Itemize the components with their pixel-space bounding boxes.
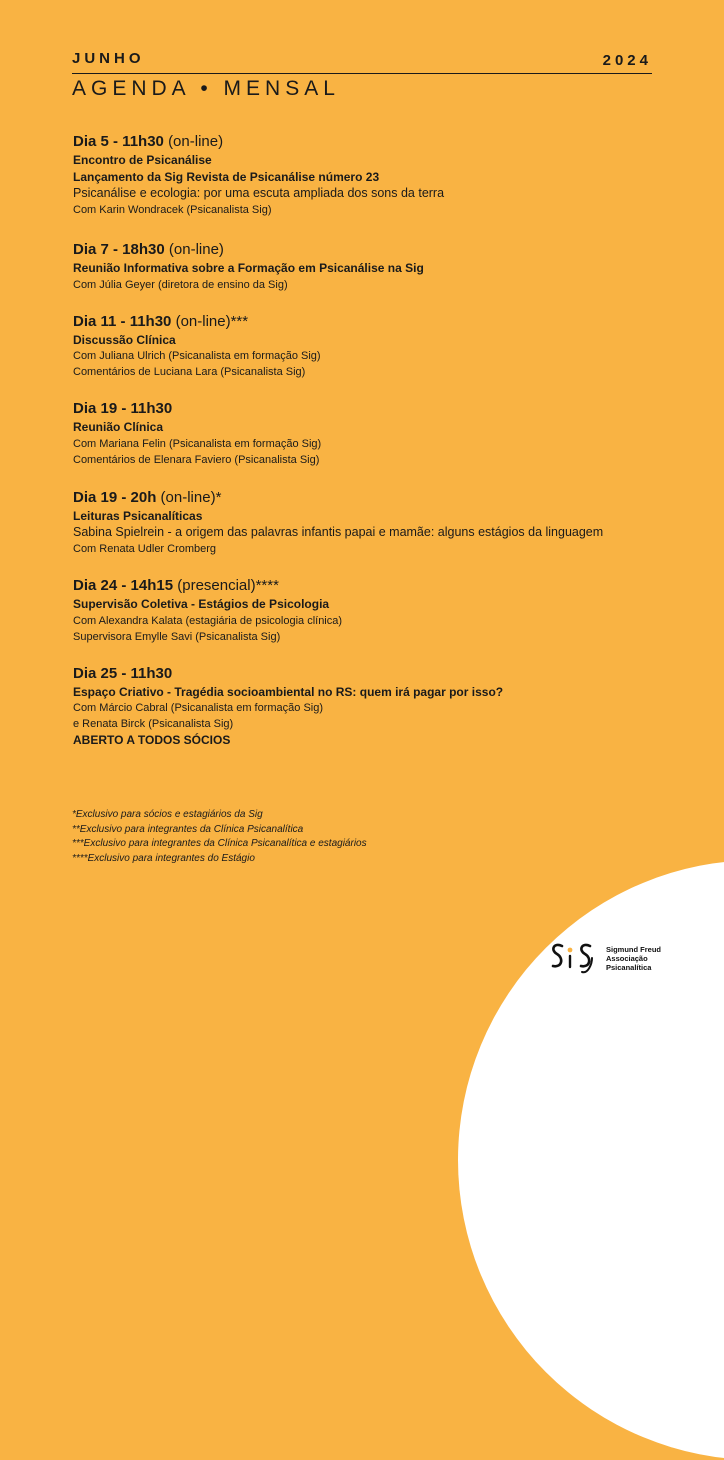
event-detail-line: Com Mariana Felin (Psicanalista em formação Sig) — [73, 437, 322, 450]
event-detail-line: Encontro de Psicanálise — [73, 153, 212, 167]
footnote-line: ***Exclusivo para integrantes da Clínica Psicanalítica e estagiários — [72, 838, 367, 849]
event-mode: (on-line) — [168, 241, 224, 258]
event-mode: (on-line)* — [160, 488, 222, 506]
event-detail-line: Comentários de Elenara Faviero (Psicanalista Sig) — [73, 453, 320, 466]
event-mode: (on-line)*** — [175, 312, 249, 330]
event-date-line — [73, 240, 663, 260]
event-item — [73, 240, 663, 293]
event-item — [73, 132, 663, 218]
event-detail-line: Discussão Clínica — [73, 332, 176, 347]
event-detail-line: Com Karin Wondracek (Psicanalista Sig) — [73, 204, 272, 216]
event-date: Dia 25 - 11h30 — [73, 664, 173, 682]
event-detail-line: Supervisão Coletiva - Estágios de Psicologia — [73, 597, 330, 611]
event-detail-line: Supervisora Emylle Savi (Psicanalista Sig) — [73, 630, 281, 643]
event-date-line — [73, 312, 663, 332]
event-date: Dia 7 - 18h30 — [73, 241, 165, 258]
event-date-line — [73, 488, 663, 508]
event-detail-line: Com Júlia Geyer (diretora de ensino da Sig) — [73, 278, 288, 291]
event-date: Dia 24 - 14h15 — [73, 577, 174, 594]
footnotes — [72, 808, 367, 866]
page-title: AGENDA • MENSAL — [72, 77, 340, 100]
event-item — [73, 488, 663, 558]
event-item — [73, 312, 663, 381]
logo-line-2: Associação — [606, 953, 648, 963]
event-detail-line: Comentários de Luciana Lara (Psicanalista Sig) — [73, 366, 306, 378]
event-date-line — [73, 132, 663, 152]
event-item — [73, 664, 663, 749]
event-mode: (presencial)**** — [177, 577, 279, 594]
logo-text — [606, 945, 661, 972]
year-label: 2024 — [602, 52, 652, 69]
event-detail-line: Reunião Clínica — [73, 420, 164, 434]
footnote-line: *Exclusivo para sócios e estagiários da Sig — [72, 809, 263, 820]
event-item — [73, 576, 663, 645]
event-detail-line: Sabina Spielrein - a origem das palavras infantis papai e mamãe: alguns estágios da linguagem — [73, 525, 604, 539]
event-date: Dia 11 - 11h30 — [73, 312, 172, 330]
event-date: Dia 19 - 20h — [73, 488, 157, 506]
logo-line-1: Sigmund Freud — [606, 944, 661, 954]
event-detail-line: Com Alexandra Kalata (estagiária de psicologia clínica) — [73, 614, 343, 627]
logo-line-3: Psicanalítica — [606, 962, 652, 972]
event-detail-line: e Renata Birck (Psicanalista Sig) — [73, 718, 234, 730]
event-date: Dia 5 - 11h30 — [73, 133, 164, 150]
event-detail-line: Psicanálise e ecologia: por uma escuta ampliada dos sons da terra — [73, 186, 445, 200]
header-rule — [72, 73, 652, 74]
event-mode: (on-line) — [168, 133, 224, 150]
footnote-line: **Exclusivo para integrantes da Clínica Psicanalítica — [72, 823, 304, 835]
event-detail-line: Leituras Psicanalíticas — [73, 508, 203, 523]
footnote-line: ****Exclusivo para integrantes do Estágio — [72, 852, 255, 864]
logo — [548, 936, 668, 980]
event-detail-line: Com Juliana Ulrich (Psicanalista em formação Sig) — [73, 350, 321, 362]
event-date-line — [73, 664, 663, 684]
sig-logo-icon — [548, 936, 604, 980]
event-detail-line: Com Renata Udler Cromberg — [73, 543, 217, 555]
event-detail-line: Lançamento da Sig Revista de Psicanálise número 23 — [73, 169, 380, 184]
event-detail-line: ABERTO A TODOS SÓCIOS — [73, 733, 231, 747]
event-detail-line: Reunião Informativa sobre a Formação em Psicanálise na Sig — [73, 261, 424, 275]
events-list — [73, 132, 663, 749]
event-item — [73, 399, 663, 468]
event-date-line — [73, 576, 663, 596]
event-date-line — [73, 399, 663, 419]
event-detail-line: Espaço Criativo - Tragédia socioambiental no RS: quem irá pagar por isso? — [73, 684, 504, 699]
month-label: JUNHO — [72, 50, 145, 67]
event-date: Dia 19 - 11h30 — [73, 400, 173, 417]
event-detail-line: Com Márcio Cabral (Psicanalista em formação Sig) — [73, 702, 324, 714]
